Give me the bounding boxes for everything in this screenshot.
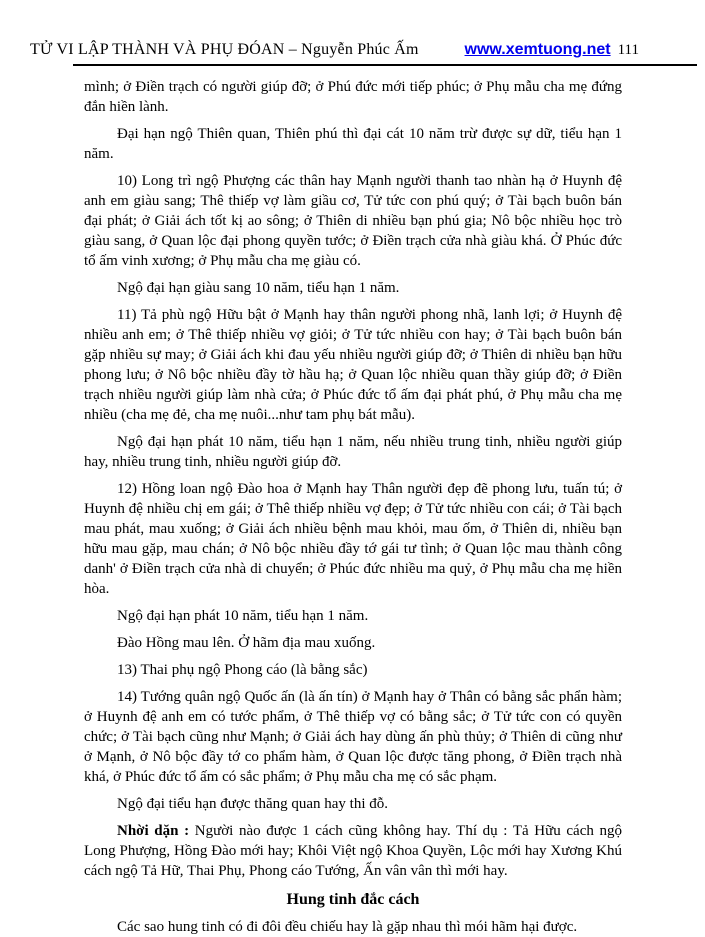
paragraph-ngo-dai-han-10: Ngộ đại hạn giàu sang 10 năm, tiểu hạn 1 năm.	[117, 280, 400, 296]
paragraph-ngo-dai-tieu-han: Ngộ đại tiểu hạn được thăng quan hay thi đỗ.	[117, 796, 389, 812]
section-heading: Hung tinh đắc cách	[286, 891, 420, 908]
page-number: 111	[617, 42, 639, 58]
paragraph-dao-hong: Đào Hồng mau lên. Ở hãm địa mau xuống.	[117, 635, 376, 651]
paragraph-item-13: 13) Thai phụ ngộ Phong cáo (là bằng sắc)	[117, 662, 368, 678]
header-divider	[73, 64, 697, 66]
note-label: Nhời dặn :	[117, 823, 190, 839]
paragraph-item-14: 14) Tướng quân ngộ Quốc ấn (là ấn tín) ở Mạnh hay ở Thân có bằng sắc phẩn hàm; ở Huynh đệ anh em có tước phẩm, ở Thê thiếp vợ có bằng sắc; ở Tử tức con có quyền chức; ở Tài bạch cũng như Mạnh; ở Giải ách hay dùng ấn phù thủy; ở Thiên di cũng như ở Mạnh, ở Nô bộc đầy tớ co phẩm hàm, ở Quan lộc được tăng phong, ở Điền trạch nhà khá, ở Phúc đức tổ ấm có sắc phẩm; ở Phụ mẫu cha mẹ có sắc phạm.	[84, 689, 622, 785]
paragraph-item-10: 10) Long trì ngộ Phượng các thân hay Mạnh người thanh tao nhàn hạ ở Huynh đệ anh em giàu sang; Thê thiếp vợ làm giầu cơ, Tử tức con phú quý; ở Tài bạch buôn bán đại phát; ở Giải ách tốt kị ao sông; ở Thiên di nhiều bạn phú gia; Nô bộc nhiều học trò giàu sang, ở Quan lộc đại phong quyền tước; ở Điền trạch cửa nhà giàu khá. Ở Phúc đức tổ ấm vinh xương; ở Phụ mẫu cha mẹ giàu có.	[84, 173, 622, 269]
paragraph-ngo-dai-han-12: Ngộ đại hạn phát 10 năm, tiểu hạn 1 năm.	[117, 608, 369, 624]
closing-paragraph: Các sao hung tinh có đi đôi đều chiếu hay là gặp nhau thì mói hãm hại được.	[117, 919, 578, 935]
paragraph-item-12: 12) Hồng loan ngộ Đào hoa ở Mạnh hay Thân người đẹp đẽ phong lưu, tuấn tú; ở Huynh đệ nhiều chị em gái; ở Thê thiếp nhiều vợ đẹp; ở Tử tức nhiều con cái; ở Tài bạch mau phát, mau xuống; ở Giải ách nhiều bệnh mau khỏi, mau ốm, ở Thiên di, nhiều bạn hữu mau gặp, mau chán; ở Nô bộc nhiều đầy tớ gái tư tình; ở Quan lộc mau thành công danh' ở Điền trạch cửa nhà di chuyển; ở Phúc đức nhiều ma quỷ, ở Phụ mẫu cha mẹ hiền hòa.	[84, 481, 622, 597]
paragraph-dai-han: Đại hạn ngộ Thiên quan, Thiên phú thì đại cát 10 năm trừ được sự dữ, tiểu hạn 1 năm.	[84, 126, 622, 162]
book-title: TỬ VI LẬP THÀNH VÀ PHỤ ĐÓAN – Nguyễn Phúc Ấm	[30, 41, 419, 58]
page-header	[30, 41, 639, 59]
paragraph-item-11: 11) Tả phù ngộ Hữu bật ở Mạnh hay thân người phong nhã, lanh lợi; ở Huynh đệ nhiều anh em; ở Thê thiếp nhiều vợ giỏi; ở Tử tức nhiều con hay; ở Tài bạch buôn bán gặp nhiều sự may; ở Giải ách khi đau yếu nhiều người giúp đỡ; ở Thiên di nhiều bạn hữu phong lưu; ở Nô bộc nhiều đầy tờ hầu hạ; ở Quan lộc nhiều quan thầy giúp đỡ; ở Điền trạch nhiều người giúp làm nhà cửa; ở Phúc đức tổ ấm đại phát phú, ở Phụ mẫu cha mẹ nhiều (cha mẹ đẻ, cha mẹ nuôi...như tam phụ bát mẫu).	[84, 307, 622, 423]
note-text: Người nào được 1 cách cũng không hay. Thí dụ : Tả Hữu cách ngộ Long Phượng, Hồng Đào mới hay; Khôi Việt ngộ Khoa Quyền, Lộc mới hay Xương Khú cách ngộ Tả Hữ, Thai Phụ, Phong cáo Tướng, Ấn vân vân thì mới hay.	[84, 823, 623, 879]
paragraph-continuation: mình; ở Điền trạch có người giúp đỡ; ở Phú đức mới tiếp phúc; ở Phụ mẫu cha mẹ đứng đắn hiền lành.	[84, 79, 622, 115]
paragraph-ngo-dai-han-11: Ngộ đại hạn phát 10 năm, tiểu hạn 1 năm, nếu nhiều trung tinh, nhiều người giúp hay, nhiều trung tinh, nhiều người giúp đỡ.	[84, 434, 622, 470]
note-paragraph	[84, 821, 622, 881]
website-link[interactable]: www.xemtuong.net	[464, 41, 611, 58]
page-content	[84, 77, 622, 937]
